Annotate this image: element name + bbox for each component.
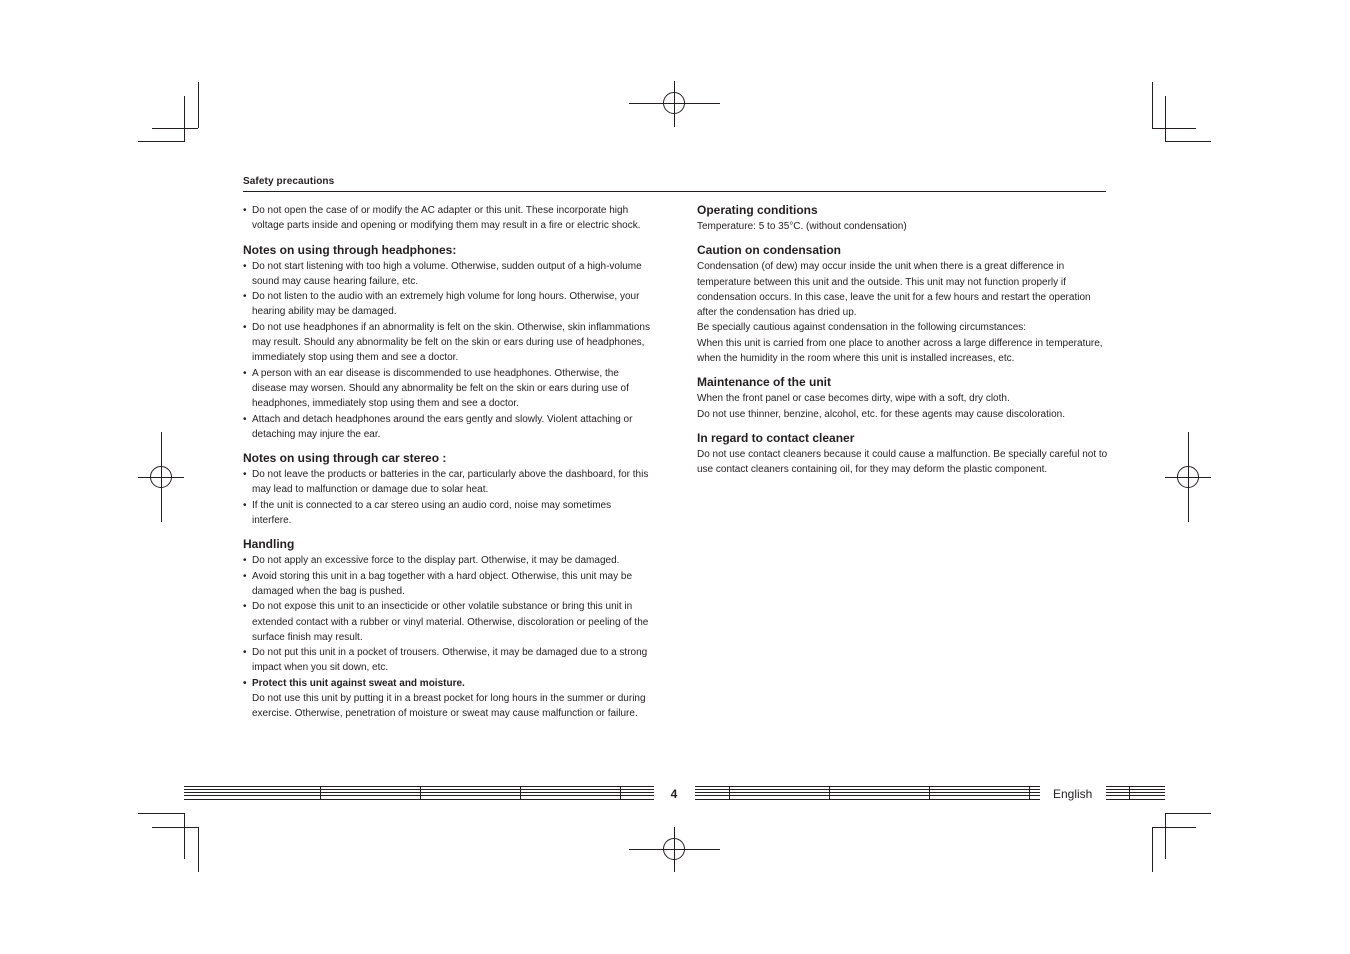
crop-mark [1152, 128, 1196, 129]
header-rule [243, 191, 1106, 192]
list-item: • Do not put this unit in a pocket of trousers. Otherwise, it may be damaged due to a strong impact when you sit down, etc. [243, 645, 653, 676]
crop-mark [152, 827, 198, 828]
crop-mark [152, 128, 198, 129]
section-title: Notes on using through headphones: [243, 242, 457, 257]
list-item: • Do not expose this unit to an insecticide or other volatile substance or bring this unit in extended contact with a rubber or vinyl material. Otherwise, discoloration or peeling of the surface finish may result. [243, 599, 653, 645]
list-item: • Do not leave the products or batteries in the car, particularly above the dashboard, for this may lead to malfunction or damage due to solar heat. [243, 467, 653, 498]
crop-mark [1165, 813, 1211, 814]
crop-mark [138, 813, 185, 814]
crop-mark [184, 813, 185, 859]
list-item: • Do not use headphones if an abnormality is felt on the skin. Otherwise, skin inflammations may result. Should any abnormality be felt on the skin or ears during use of headphones, immediately stop using them and see a doctor. [243, 320, 653, 366]
section-header: Safety precautions [243, 176, 335, 187]
paragraph: Do not use contact cleaners because it could cause a malfunction. Be specially careful not to use contact cleaners containing oil, for they may deform the plastic component. [697, 448, 1108, 476]
paragraph: Do not use this unit by putting it in a breast pocket for long hours in the summer or during exercise. Otherwise, penetration of moisture or sweat may cause malfunction or failure. [252, 693, 646, 720]
headphones-section [243, 243, 653, 443]
page-number: 4 [670, 787, 678, 801]
crop-mark [1165, 141, 1211, 142]
operating-section [697, 203, 1109, 234]
crop-mark [1152, 827, 1153, 872]
section-title: Operating conditions [697, 203, 818, 217]
contact-cleaner-section [697, 431, 1109, 478]
section-title: Handling [243, 537, 295, 552]
crop-mark [198, 82, 199, 128]
crop-mark [1152, 827, 1196, 828]
section-title: Notes on using through car stereo : [243, 451, 447, 466]
list-item: • A person with an ear disease is discommended to use headphones. Otherwise, the disease may worsen. Should any abnormality be felt on the skin or ears during use of headphones, immediately stop using them and see a doctor. [243, 366, 653, 412]
paragraph: When this unit is carried from one place to another across a large difference in temperature, when the humidity in the room where this unit is installed increases, etc. [697, 337, 1103, 365]
crop-mark [1165, 813, 1166, 859]
paragraph: Do not use thinner, benzine, alcohol, etc. for these agents may cause discoloration. [697, 408, 1065, 420]
list-item: • If the unit is connected to a car stereo using an audio cord, noise may sometimes interfere. [243, 498, 653, 529]
footer-bars-right [695, 786, 1040, 800]
paragraph: Be specially cautious against condensation in the following circumstances: [697, 322, 1027, 334]
paragraph: When the front panel or case becomes dirty, wipe with a soft, dry cloth. [697, 393, 1010, 405]
list-item-bold: • Protect this unit against sweat and moisture. [243, 676, 653, 691]
handling-section [243, 537, 653, 721]
crop-mark [184, 96, 185, 142]
crop-mark [198, 827, 199, 872]
condensation-section [697, 243, 1109, 366]
footer-bars-end [1106, 786, 1165, 800]
crop-mark [138, 141, 185, 142]
list-item: • Avoid storing this unit in a bag together with a hard object. Otherwise, this unit may be damaged when the bag is pushed. [243, 569, 653, 600]
footer-bars-left [184, 786, 654, 800]
list-item: • Do not start listening with too high a volume. Otherwise, sudden output of a high-volume sound may cause hearing failure, etc. [243, 259, 653, 290]
language-label: English [1053, 787, 1093, 801]
crop-mark [1152, 82, 1153, 128]
paragraph: Condensation (of dew) may occur inside the unit when there is a great difference in temperature between this unit and the outside. This unit may not function properly if condensation occurs. In this case, leave the unit for a few hours and restart the operation after the condensation has dried up. [697, 261, 1091, 319]
section-title: In regard to contact cleaner [697, 430, 855, 445]
paragraph: Temperature: 5 to 35°C. (without condensation) [697, 221, 907, 232]
left-column [243, 203, 653, 731]
list-item: • Do not listen to the audio with an extremely high volume for long hours. Otherwise, your hearing ability may be damaged. [243, 289, 653, 320]
section-title: Maintenance of the unit [697, 375, 832, 390]
list-item: • Do not apply an excessive force to the display part. Otherwise, it may be damaged. [243, 553, 653, 568]
crop-mark [1165, 96, 1166, 142]
right-column [697, 203, 1109, 487]
intro-section [243, 203, 653, 234]
section-title: Caution on condensation [697, 243, 841, 258]
car-stereo-section [243, 451, 653, 528]
list-item: • Attach and detach headphones around the ears gently and slowly. Violent attaching or detaching may injure the ear. [243, 412, 653, 443]
list-item: • Do not open the case of or modify the AC adapter or this unit. These incorporate high voltage parts inside and opening or modifying them may result in a fire or electric shock. [243, 203, 653, 234]
maintenance-section [697, 375, 1109, 422]
